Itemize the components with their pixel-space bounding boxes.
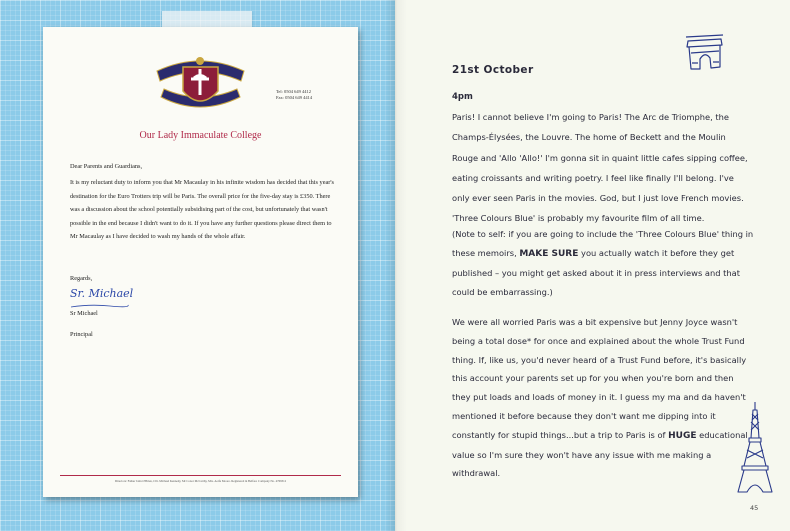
fax-number: Fax: 0504 649 4414: [276, 95, 313, 100]
diary-p2-text-end: you actually watch it before they get published – you might get asked about it in press interviews and that could be embarrassing.): [452, 248, 740, 297]
diary-p2-emphasis: MAKE SURE: [519, 249, 579, 259]
diary-date: 21st October: [452, 64, 534, 76]
page-number: 45: [750, 504, 759, 512]
diary-paragraph-1: Paris! I cannot believe I'm going to Paris! The Arc de Triomphe, the Champs-Élysées, the Louvre. The home of Beckett and the Moulin Rouge and 'Allo 'Allo!' I'm gonna sit in quaint little cafes sipping coffee, eating croissants and writing poetry. I feel like finally I'll belong. I've only ever seen Paris in the movies. God, but I just love French movies. 'Three Colours Blue' is probably my favourite film of all time.: [452, 112, 748, 224]
diary-p2-text-start: (Note to self: if you are going to include the 'Three Colours Blue' thing in these memoirs,: [452, 229, 754, 258]
letter-greeting: Dear Parents and Guardians,: [70, 163, 143, 170]
signer-role: Principal: [70, 331, 93, 338]
school-letter: [43, 27, 358, 497]
letter-body: [70, 160, 335, 243]
tel-number: Tel: 0504 649 4412: [276, 89, 312, 94]
letter-paragraph: It is my reluctant duty to inform you that Mr Macaulay in his infinite wisdom has decided that this year's destination for the Euro Trotters trip will be Paris. The overall price for the five-day stay is £350. There was a discussion about the school potentially subsidising part of the cost, but unfortunately that wasn't possible in the end because I didn't want to do it. If you have any further questions please direct them to Mr Macaulay as I have decided to wash my hands of the whole affair.: [70, 179, 334, 241]
college-crest-icon: [153, 47, 248, 119]
diary-paragraph-2: [452, 225, 754, 302]
book-gutter: [385, 0, 407, 531]
signature-underline: [70, 303, 130, 309]
diary-time: 4pm: [452, 92, 473, 102]
diary-paragraph-3: [452, 313, 754, 483]
arc-de-triomphe-icon: [683, 33, 726, 73]
letter-regards: Regards,: [70, 275, 93, 282]
contact-details: [276, 89, 312, 101]
letter-footer: Directors: Father John O'Brien, Cllr. Michael Kennedy, Mr Conor McCarthy, Mrs. Aoife Moore. Registered in Belfast. Company No. 4769312: [114, 479, 287, 483]
footer-divider: [60, 475, 341, 476]
handwritten-signature: Sr. Michael: [70, 287, 134, 300]
diary-p3-text-start: We were all worried Paris was a bit expensive but Jenny Joyce wasn't being a total dose* for once and explained about the whole Trust Fund thing. If, like us, you'd never heard of a Trust Fund before, it's basically this account your parents set up for you when you're born and then they put loads and loads of money in it. I guess my ma and da haven't mentioned it before because they don't want me dipping into it constantly for stupid things...but a trip to Paris is of: [452, 317, 747, 440]
eiffel-tower-icon: [736, 400, 774, 495]
college-name: Our Lady Immaculate College: [139, 130, 262, 141]
diary-p3-text-end: educational value so I'm sure they won't have any issue with me making a withdrawal.: [452, 429, 748, 479]
diary-p3-emphasis: HUGE: [668, 430, 697, 441]
signer-name: Sr Michael: [70, 310, 98, 317]
